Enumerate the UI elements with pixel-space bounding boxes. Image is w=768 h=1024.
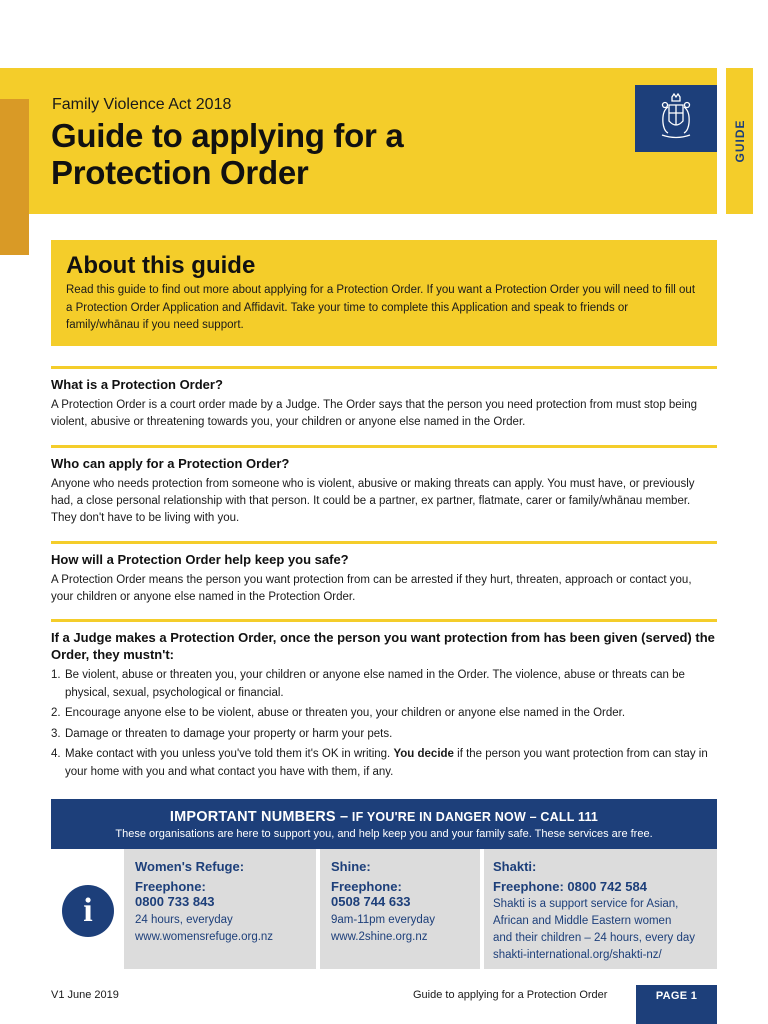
header-accent-bar — [0, 99, 29, 255]
section-heading: If a Judge makes a Protection Order, once the person you want protection from has been given (served) the Order, they mustn't: — [51, 630, 715, 662]
page-number: PAGE 1 — [636, 985, 717, 1024]
org-name: Shakti: — [493, 859, 537, 874]
org-phone: 0800 733 843 — [135, 894, 215, 909]
list-text-part: if the person you want protection from can stay in your home with you and what contact you have with them, if any. — [65, 748, 708, 778]
org-website-link[interactable]: shakti-international.org/shakti-nz/ — [493, 949, 662, 961]
about-guide-title: About this guide — [66, 252, 256, 279]
section-heading: How will a Protection Order help keep you safe? — [51, 552, 349, 567]
list-text: Be violent, abuse or threaten you, your children or anyone else named in the Order. The violence, abuse or threats can be physical, sexual, psychological or financial. — [65, 669, 685, 699]
important-numbers-label: IMPORTANT NUMBERS – — [169, 809, 349, 825]
list-item — [51, 746, 717, 781]
org-phone-label: Freephone: — [135, 879, 206, 894]
crest-icon — [656, 93, 696, 143]
section-text: A Protection Order means the person you want protection from can be arrested if they hurt, threaten, approach or contact you, your children or anyone else named in the Protection Order. — [51, 574, 692, 603]
info-icon: i — [62, 885, 114, 937]
org-website-link[interactable]: www.2shine.org.nz — [331, 931, 428, 943]
org-name: Women's Refuge: — [135, 859, 245, 874]
org-description: and their children – 24 hours, every day — [493, 932, 696, 944]
org-womens-refuge — [124, 849, 316, 969]
list-text — [65, 748, 708, 778]
list-text: Encourage anyone else to be violent, abuse or threaten you, your children or anyone else named in the Order. — [65, 707, 626, 719]
act-title: Family Violence Act 2018 — [52, 96, 232, 113]
page-title — [51, 117, 403, 191]
list-text-part: Make contact with you unless you've told them it's OK in writing. — [65, 748, 394, 760]
list-number: 2. — [51, 707, 61, 719]
page-title-line-1: Guide to applying for a — [51, 117, 404, 154]
list-text: Damage or threaten to damage your property or harm your pets. — [65, 727, 393, 740]
list-item — [51, 667, 717, 702]
list-number: 3. — [51, 727, 61, 740]
list-number: 1. — [51, 669, 61, 681]
important-numbers-title — [51, 808, 717, 826]
org-hours: 24 hours, everyday — [135, 914, 233, 926]
section-how-help — [51, 541, 717, 606]
coat-of-arms-logo — [635, 85, 717, 152]
org-shakti — [484, 849, 717, 969]
list-item — [51, 726, 717, 744]
footer-version: V1 June 2019 — [51, 989, 119, 1001]
list-item — [51, 705, 717, 723]
section-judge-order — [51, 619, 717, 784]
org-website-link[interactable]: www.womensrefuge.org.nz — [135, 931, 274, 943]
section-heading: What is a Protection Order? — [51, 377, 223, 392]
org-description: African and Middle Eastern women — [493, 915, 672, 927]
list-number: 4. — [51, 748, 61, 760]
org-phone-label: Freephone: 0800 742 584 — [493, 879, 647, 894]
org-name: Shine: — [331, 859, 371, 874]
section-text: A Protection Order is a court order made by a Judge. The Order says that the person you need protection from must stop being violent, abusive or threatening towards you, your children or anyone else named in the Order. — [51, 399, 698, 428]
side-tab-label: GUIDE — [733, 119, 747, 163]
about-guide-box — [51, 240, 717, 346]
info-cell — [51, 849, 124, 969]
emergency-call-text: IF YOU'RE IN DANGER NOW – CALL 111 — [348, 810, 599, 824]
section-text: Anyone who needs protection from someone who is violent, abusive or making threats can apply. You must have, or previously had, a close personal relationship with that person. It could be a partner, ex partner, flatmate, carer or family/whānau member. They don't have to be living with you. — [51, 478, 695, 524]
section-who-can-apply — [51, 445, 717, 527]
org-phone: 0508 744 633 — [331, 894, 411, 909]
org-shine — [320, 849, 480, 969]
org-phone-label: Freephone: — [331, 879, 402, 894]
restrictions-list — [51, 667, 717, 781]
list-text-bold: You decide — [393, 748, 454, 760]
section-heading: Who can apply for a Protection Order? — [51, 456, 290, 471]
footer-title: Guide to applying for a Protection Order — [413, 989, 608, 1001]
page-title-line-2: Protection Order — [51, 154, 309, 191]
important-numbers-subtitle: These organisations are here to support you, and help keep you and your family safe. These services are free. — [115, 828, 653, 840]
about-guide-text: Read this guide to find out more about applying for a Protection Order. If you want a Protection Order you will need to fill out a Protection Order Application and Affidavit. Take your time to complete this Application and speak to friends or family/whānau if you need support. — [66, 284, 696, 331]
org-description: Shakti is a support service for Asian, — [493, 898, 679, 910]
important-numbers-banner — [51, 799, 717, 849]
org-hours: 9am-11pm everyday — [331, 914, 435, 926]
section-what-is — [51, 366, 717, 431]
